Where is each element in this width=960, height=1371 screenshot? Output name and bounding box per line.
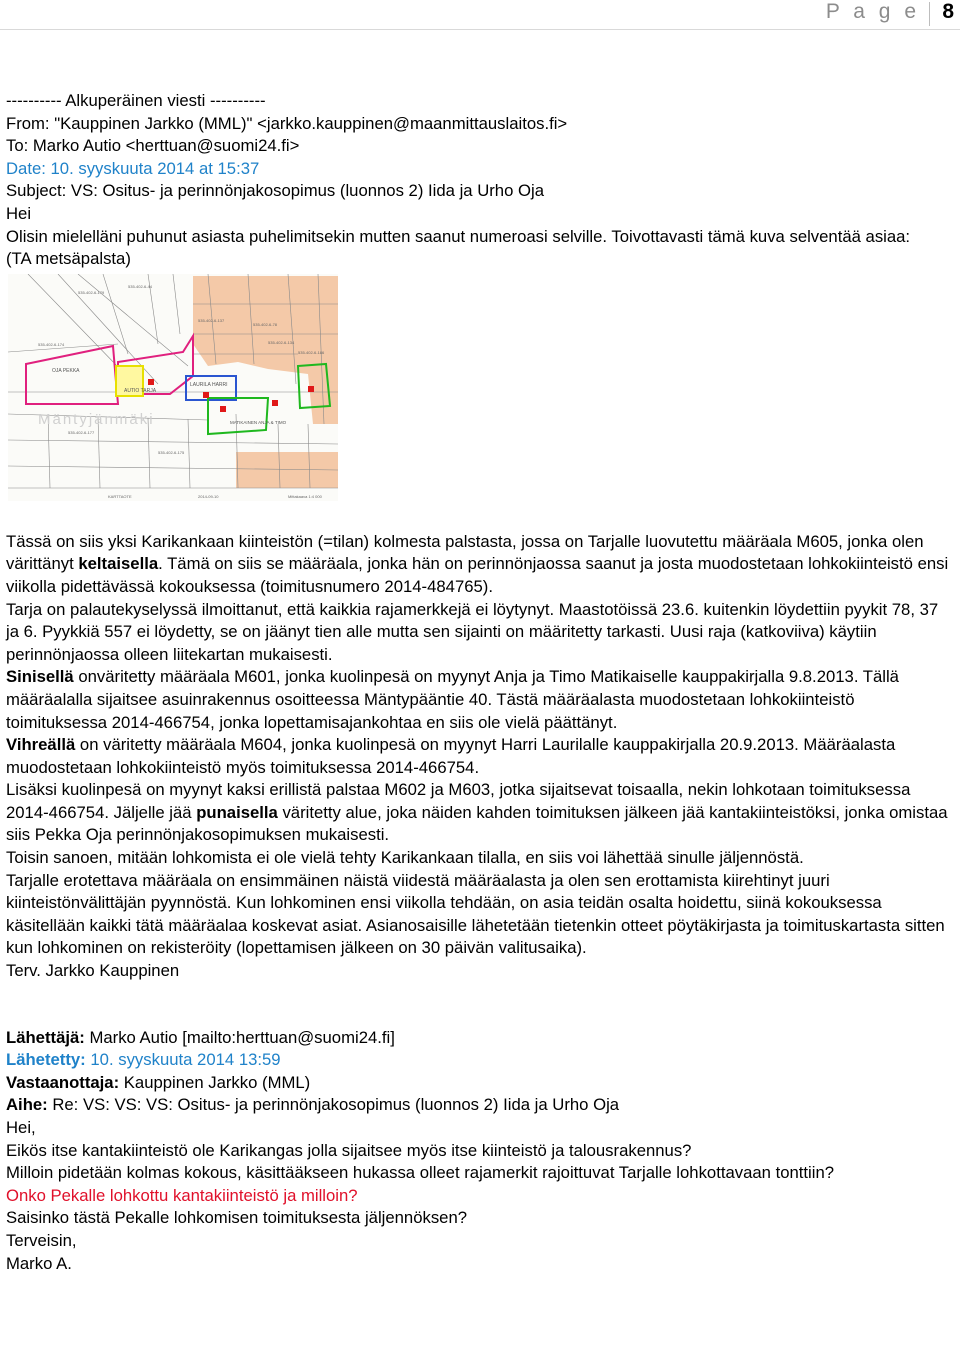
page-separator (929, 2, 930, 26)
reply-question-3: Onko Pekalle lohkottu kantakiinteistö ja milloin? (6, 1185, 358, 1205)
map-parcel-f: 535-402-6-175 (158, 449, 185, 455)
map-parcel-i: 535-402-6-134 (268, 339, 295, 345)
map-parcel-e: 535-402-6-177 (68, 429, 95, 435)
map-owner-matikainen: MATIKAINEN ANJA & TIMO (230, 419, 287, 425)
signoff: Terv. Jarkko Kauppinen (6, 961, 180, 981)
map-place-name: Mäntyjänmäki (38, 410, 155, 428)
paragraph-boundary-markers: Tarja on palautekyselyssä ilmoittanut, että kaikkia rajamerkkejä ei löytynyt. Maastotöissä 23.6. kuitenkin löydettiin pyykit 78, 37 ja 6. Pyykkiä 557 ei löydetty, se on jäänyt tien alle mutta sen sijainti on määritetty tarkasti. Uusi raja (katkoviiva) käytiin perinnönjaossa olleen liitekartan mukaisesti. (6, 599, 939, 664)
reply-question-2: Milloin pidetään kolmas kokous, käsittääkseen hukassa olleet rajamerkit rajoittuvat Tarjalle lohkottavaan tonttiin? (6, 1163, 835, 1183)
map-parcel-a: 535-402-6-179 (78, 289, 105, 295)
forward-separator: ---------- Alkuperäinen viesti ---------- (6, 91, 266, 110)
from-line: From: "Kauppinen Jarkko (MML)" <jarkko.kauppinen@maanmittauslaitos.fi> (6, 113, 568, 133)
page-label: P a g e (825, 0, 920, 23)
date-line: Date: 10. syyskuuta 2014 at 15:37 (6, 158, 260, 178)
reply-closing: Terveisin, (6, 1230, 77, 1250)
reply-name: Marko A. (6, 1253, 72, 1273)
map-parcel-h: 535-402-6-186 (298, 349, 325, 355)
page-number: 8 (942, 0, 954, 23)
header-rule (0, 29, 960, 30)
map-parcel-c: 535-402-6-137 (198, 317, 225, 323)
map-footer-left: KARTTAOTE (108, 493, 132, 499)
reply-subject: Aihe: Re: VS: VS: VS: Ositus- ja perinnönjakosopimus (luonnos 2) Iida ja Urho Oja (6, 1095, 620, 1115)
to-line: To: Marko Autio <herttuan@suomi24.fi> (6, 136, 300, 156)
map-footer-right: Mittakaava 1:4 000 (288, 493, 322, 499)
reply-question-1: Eikös itse kantakiinteistö ole Karikangas jolla sijaitsee myös itse kiinteistö ja talousrakennus? (6, 1140, 692, 1160)
spacer (6, 983, 954, 1027)
greeting: Hei (6, 203, 32, 223)
map-owner-tarja: AUTIO TARJA (124, 387, 157, 394)
paragraph-red: Lisäksi kuolinpesä on myynyt kaksi erillistä palstaa M602 ja M603, jotka sijaitsevat toisaalla, nekin lohkotaan toimituksessa 2014-466754. Jäljelle jää punaisella väritetty alue, joka näiden kahden toimituksen jälkeen jää kantakiinteistöksi, jonka omistaa siis Pekka Oja perinnönjakosopimuksen mukaisesti. (6, 780, 948, 845)
map-parcel-g: 535-402-6-78 (253, 321, 278, 327)
intro-paragraph: Olisin mielelläni puhunut asiasta puhelimitsekin mutten saanut numeroasi selville. Toivottavasti tämä kuva selventää asiaa: (6, 226, 911, 246)
reply-from: Lähettäjä: Marko Autio [mailto:herttuan@suomi24.fi] (6, 1027, 395, 1047)
reply-greeting: Hei, (6, 1118, 36, 1137)
map-footer-mid: 2014-09-10 (198, 493, 219, 499)
paragraph-yellow: Tässä on siis yksi Karikankaan kiinteistön (=tilan) kolmesta palstasta, jossa on Tarjalle luovutettu määräala M605, jonka olen värittänyt keltaisella. Tämä on siis se määräala, jonka hän on perinnönjaossa saanut ja josta muodostetaan lohkokiinteistö ensi viikolla pidettävässä kokouksessa (toimitusnumero 2014-484765). (6, 531, 949, 596)
property-map (8, 274, 338, 501)
paragraph-no-copy: Toisin sanoen, mitään lohkomista ei ole vielä tehty Karikankaan tilalla, en siis voi lähettää sinulle jäljennöstä. (6, 848, 804, 868)
map-parcel-b: 535-402-6-44 (128, 283, 153, 289)
paragraph-green: Vihreällä on väritetty määräala M604, jonka kuolinpesä on myynyt Harri Laurilalle kauppakirjalla 20.9.2013. Määräalasta muodostetaan lohkokiinteistö myös toimituksessa 2014-466754. (6, 735, 896, 777)
map-parcel-d: 535-402-6-174 (38, 341, 65, 347)
map-owner-harri: LAURILA HARRI (190, 381, 228, 388)
email-content (6, 90, 954, 1275)
map-caption: (TA metsäpalsta) (6, 249, 131, 269)
map-owner-pekka: OJA PEKKA (52, 367, 80, 374)
subject-line: Subject: VS: Ositus- ja perinnönjakosopimus (luonnos 2) Iida ja Urho Oja (6, 181, 544, 201)
paragraph-blue: Sinisellä onväritetty määräala M601, jonka kuolinpesä on myynyt Anja ja Timo Matikaiselle kauppakirjalla 9.8.2013. Tällä määräalalla sijaitsee asuinrakennus osoitteessa Mäntypääntie 40. Tästä määräalasta muodostetaan lohkokiinteistö toimituksessa 2014-466754, jonka lopettamisajankohtaa en siis ole vielä päättänyt. (6, 667, 899, 732)
reply-sent: Lähetetty: 10. syyskuuta 2014 13:59 (6, 1050, 281, 1070)
reply-question-4: Saisinko tästä Pekalle lohkomisen toimituksesta jäljennöksen? (6, 1208, 468, 1228)
page-header (0, 0, 960, 30)
paragraph-next-week: Tarjalle erotettava määräala on ensimmäinen näistä viidestä määräalasta ja olen sen erottamista kiirehtinyt juuri kiinteistönvälittäjän pyynnöstä. Kun lohkominen ensi viikolla tehdään, on asia teidän osalta hoidettu, siinä kokouksessa käsitellään kaikki tätä määräalaa koskevat asiat. Asianosaisille lähetetään tietenkin otteet pöytäkirjasta ja toimituskartasta sitten kun lohkominen on rekisteröity (lopettamisen jälkeen on 30 päivän valitusaika). (6, 870, 945, 958)
reply-to: Vastaanottaja: Kauppinen Jarkko (MML) (6, 1072, 311, 1092)
